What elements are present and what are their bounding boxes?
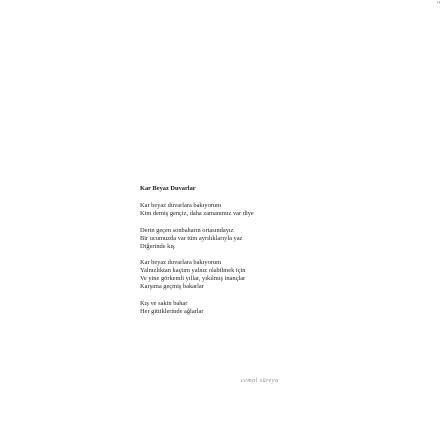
stanza-3 xyxy=(140,259,380,291)
poem-line: Kar beyaz duvarlara bakıyorum xyxy=(140,202,222,209)
poem-line: Yalnızlıktan kaçtım yalnız olabilmek için xyxy=(140,267,246,274)
poem xyxy=(140,185,380,324)
poem-line: Ve yine görkemli yıllar, yıkılmış inançlar xyxy=(140,275,246,282)
poem-title: Kar Beyaz Duvarlar xyxy=(140,185,196,192)
poem-line: Derin geçen sonbaharın ortasındayız xyxy=(140,226,234,234)
stanza-4 xyxy=(140,300,380,316)
poem-line: Bir ucumuzda var tüm ayrılıklarıyla yaz xyxy=(140,234,243,242)
poem-line: Karşıma geçmiş bakarlar xyxy=(140,283,204,290)
stanza-2 xyxy=(140,227,380,251)
author-signature: cemal süreya xyxy=(241,378,279,384)
poem-line: Kış ve sakin bahar xyxy=(140,299,188,307)
poem-line: Kar beyaz duvarlara bakıyorum xyxy=(140,259,222,266)
corner-quote-mark: " xyxy=(437,0,441,9)
poem-line: Her gittiklerinde ağlarlar xyxy=(140,307,204,315)
poem-line: Kim demiş gençiz, daha zamanımız var diye xyxy=(140,210,254,217)
poem-line: Diğerinde kış xyxy=(140,242,175,250)
stanza-1 xyxy=(140,202,380,218)
